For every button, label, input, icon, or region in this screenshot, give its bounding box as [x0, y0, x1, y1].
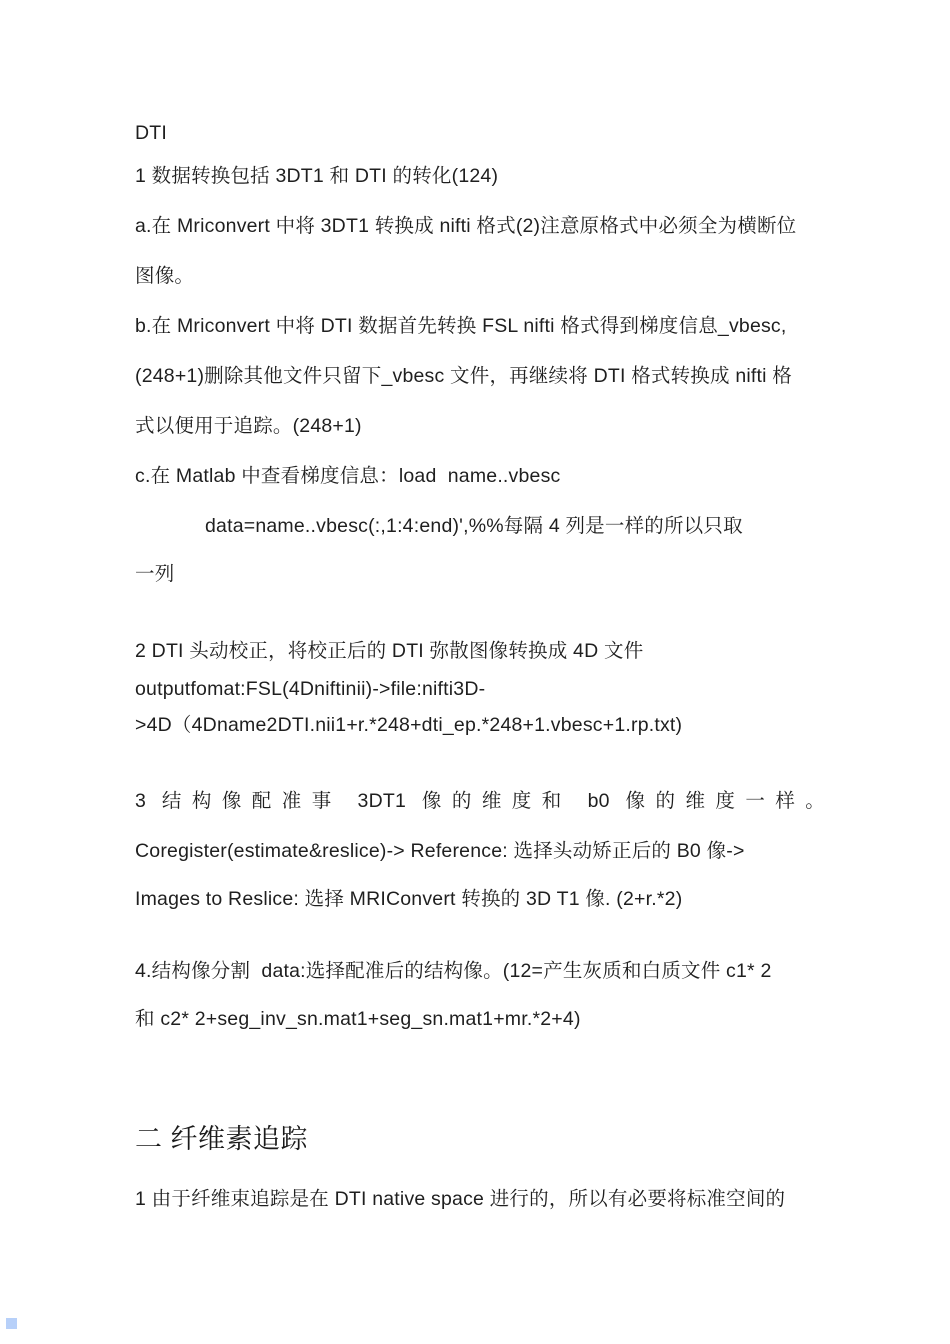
section-heading-fiber-tracking: 二 纤维素追踪 — [135, 1124, 309, 1154]
doc-line-step4: 4.结构像分割 data:选择配准后的结构像。(12=产生灰质和白质文件 c1* 2 — [135, 960, 772, 982]
doc-line-step1b: b.在 Mriconvert 中将 DTI 数据首先转换 FSL nifti 格式得到梯度信息_vbesc, — [135, 315, 787, 337]
doc-line-step2-outputformat: outputfomat:FSL(4Dniftinii)->file:nifti3D- — [135, 678, 486, 700]
doc-line-step1: 1 数据转换包括 3DT1 和 DTI 的转化(124) — [135, 165, 499, 187]
doc-line-step3-coregister: Coregister(estimate&reslice)-> Reference: 选择头动矫正后的 B0 像-> — [135, 840, 745, 862]
doc-line-step1b-cont1: (248+1)删除其他文件只留下_vbesc 文件，再继续将 DTI 格式转换成 nifti 格 — [135, 365, 792, 387]
doc-line-step1a-cont: 图像。 — [135, 265, 195, 287]
doc-line-step2-files: >4D（4Dname2DTI.nii1+r.*248+dti_ep.*248+1.vbesc+1.rp.txt) — [135, 714, 683, 736]
doc-line-fiber-step1: 1 由于纤维束追踪是在 DTI native space 进行的，所以有必要将标准空间的 — [135, 1188, 786, 1210]
doc-line-step4-cont: 和 c2* 2+seg_inv_sn.mat1+seg_sn.mat1+mr.*2+4) — [135, 1008, 581, 1030]
doc-line-step3: 3 结构像配准事 3DT1 像的维度和 b0 像的维度一样。 — [135, 790, 825, 812]
doc-line-step1c: c.在 Matlab 中查看梯度信息：load name..vbesc — [135, 465, 561, 487]
doc-line-step3-reslice: Images to Reslice: 选择 MRIConvert 转换的 3D T1 像. (2+r.*2) — [135, 888, 683, 910]
doc-line-matlab-code: data=name..vbesc(:,1:4:end)',%%每隔 4 列是一样的所以只取 — [205, 515, 743, 537]
doc-line-step2: 2 DTI 头动校正，将校正后的 DTI 弥散图像转换成 4D 文件 — [135, 640, 644, 662]
doc-title-line: DTI — [135, 122, 168, 144]
doc-line-step1b-cont2: 式以便用于追踪。(248+1) — [135, 415, 362, 437]
page-corner-marker — [6, 1318, 17, 1329]
doc-line-step1a: a.在 Mriconvert 中将 3DT1 转换成 nifti 格式(2)注意原格式中必须全为横断位 — [135, 215, 797, 237]
doc-line-step1c-cont: 一列 — [135, 563, 175, 585]
